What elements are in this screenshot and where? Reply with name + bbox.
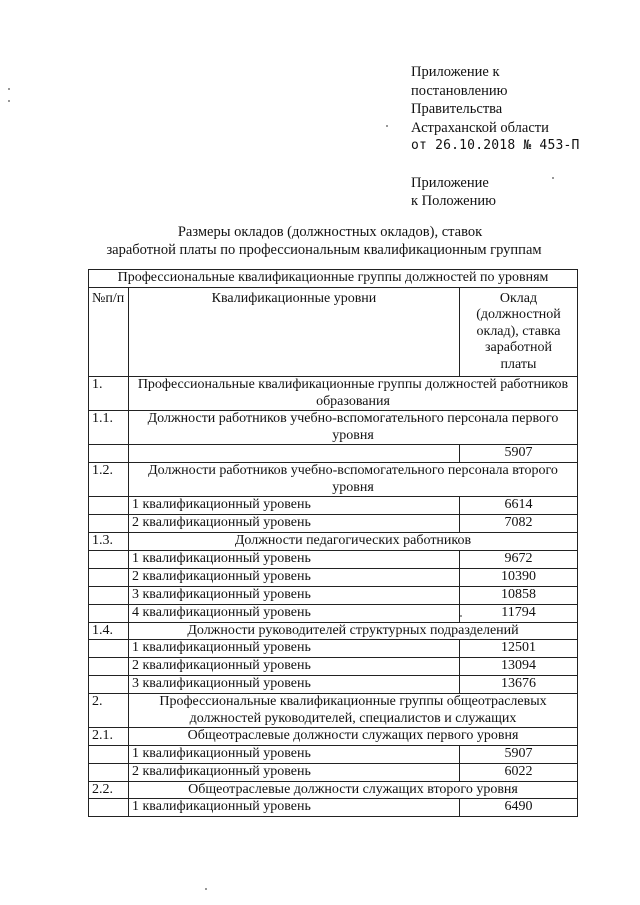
- salary-value: 9672: [459, 550, 577, 568]
- row-number: [89, 799, 129, 817]
- row-number: 1.2.: [89, 463, 129, 497]
- scan-speck: [386, 125, 388, 127]
- level-row: [89, 745, 578, 763]
- salary-value: 12501: [459, 640, 577, 658]
- group-title: Должности педагогических работников: [129, 533, 578, 551]
- level-row: [89, 550, 578, 568]
- level-row: [89, 586, 578, 604]
- header-line: постановлению: [411, 82, 508, 99]
- row-number: [89, 497, 129, 515]
- salary-value: 10858: [459, 586, 577, 604]
- header-line: Астраханской области: [411, 119, 549, 136]
- salary-value: 6490: [459, 799, 577, 817]
- appendix-line: к Положению: [411, 193, 496, 209]
- scan-speck: [8, 88, 10, 90]
- level-row: [89, 658, 578, 676]
- salary-value: 7082: [459, 515, 577, 533]
- group-title: Общеотраслевые должности служащих первого уровня: [129, 728, 578, 746]
- group-row: [89, 377, 578, 411]
- group-row: [89, 533, 578, 551]
- title-line: заработной платы по профессиональным квалификационным группам: [106, 242, 542, 258]
- group-row: [89, 781, 578, 799]
- scan-speck: [460, 615, 462, 617]
- salary-value: 11794: [459, 604, 577, 622]
- header-salary: Оклад (должностной оклад), ставка заработной платы: [459, 287, 577, 377]
- level-label: 2 квалификационный уровень: [129, 515, 460, 533]
- row-number: [89, 586, 129, 604]
- salary-value: 13094: [459, 658, 577, 676]
- header-date-line: от 26.10.2018 № 453-П: [411, 138, 580, 153]
- salary-value: 13676: [459, 676, 577, 694]
- table-header-row: [89, 287, 578, 377]
- group-title: Профессиональные квалификационные группы должностей работников образования: [129, 377, 578, 411]
- level-label: 2 квалификационный уровень: [129, 658, 460, 676]
- scan-speck: [205, 888, 207, 890]
- header-line: Приложение к: [411, 64, 500, 80]
- level-row: [89, 763, 578, 781]
- group-row: [89, 622, 578, 640]
- level-label: 2 квалификационный уровень: [129, 763, 460, 781]
- group-title: Должности руководителей структурных подразделений: [129, 622, 578, 640]
- document-title: [80, 223, 580, 259]
- group-row: [89, 411, 578, 445]
- row-number: 2.2.: [89, 781, 129, 799]
- salary-value: 6614: [459, 497, 577, 515]
- row-number: [89, 445, 129, 463]
- row-number: [89, 515, 129, 533]
- group-row: [89, 463, 578, 497]
- level-label: 1 квалификационный уровень: [129, 799, 460, 817]
- row-number: [89, 745, 129, 763]
- salary-value: 5907: [459, 445, 577, 463]
- level-row: [89, 568, 578, 586]
- header-num: №п/п: [89, 287, 129, 377]
- row-number: 2.1.: [89, 728, 129, 746]
- level-label: 1 квалификационный уровень: [129, 550, 460, 568]
- row-number: [89, 550, 129, 568]
- group-title: Должности работников учебно-вспомогательного персонала первого уровня: [129, 411, 578, 445]
- title-line: Размеры окладов (должностных окладов), ставок: [177, 224, 483, 240]
- row-number: [89, 676, 129, 694]
- row-number: 1.3.: [89, 533, 129, 551]
- level-label: 1 квалификационный уровень: [129, 640, 460, 658]
- level-row: [89, 515, 578, 533]
- header-block: [411, 63, 580, 211]
- level-label: 4 квалификационный уровень: [129, 604, 460, 622]
- scan-speck: [552, 177, 554, 179]
- level-label: 1 квалификационный уровень: [129, 745, 460, 763]
- group-title: Должности работников учебно-вспомогательного персонала второго уровня: [129, 463, 578, 497]
- level-row: [89, 799, 578, 817]
- level-row: [89, 497, 578, 515]
- level-label: 3 квалификационный уровень: [129, 676, 460, 694]
- row-number: [89, 640, 129, 658]
- level-row: [89, 676, 578, 694]
- salary-value: 10390: [459, 568, 577, 586]
- level-label: 2 квалификационный уровень: [129, 568, 460, 586]
- scan-speck: [8, 100, 10, 102]
- level-label: 1 квалификационный уровень: [129, 497, 460, 515]
- row-number: [89, 604, 129, 622]
- level-row: [89, 640, 578, 658]
- group-row: [89, 694, 578, 728]
- group-row: [89, 728, 578, 746]
- salary-value: 6022: [459, 763, 577, 781]
- row-number: [89, 568, 129, 586]
- level-label: [129, 445, 460, 463]
- salary-value: 5907: [459, 745, 577, 763]
- group-title: Профессиональные квалификационные группы общеотраслевых должностей руководителей, специалистов и служащих: [129, 694, 578, 728]
- row-number: 1.4.: [89, 622, 129, 640]
- group-title: Общеотраслевые должности служащих второго уровня: [129, 781, 578, 799]
- header-level: Квалификационные уровни: [129, 287, 460, 377]
- table-caption: Профессиональные квалификационные группы должностей по уровням: [89, 270, 578, 288]
- row-number: [89, 658, 129, 676]
- row-number: 1.1.: [89, 411, 129, 445]
- level-row: [89, 604, 578, 622]
- header-line: Правительства: [411, 101, 503, 117]
- level-label: 3 квалификационный уровень: [129, 586, 460, 604]
- salary-table: [88, 269, 578, 817]
- row-number: [89, 763, 129, 781]
- appendix-line: Приложение: [411, 174, 489, 191]
- row-number: 1.: [89, 377, 129, 411]
- level-row: [89, 445, 578, 463]
- table-caption-row: [89, 270, 578, 288]
- row-number: 2.: [89, 694, 129, 728]
